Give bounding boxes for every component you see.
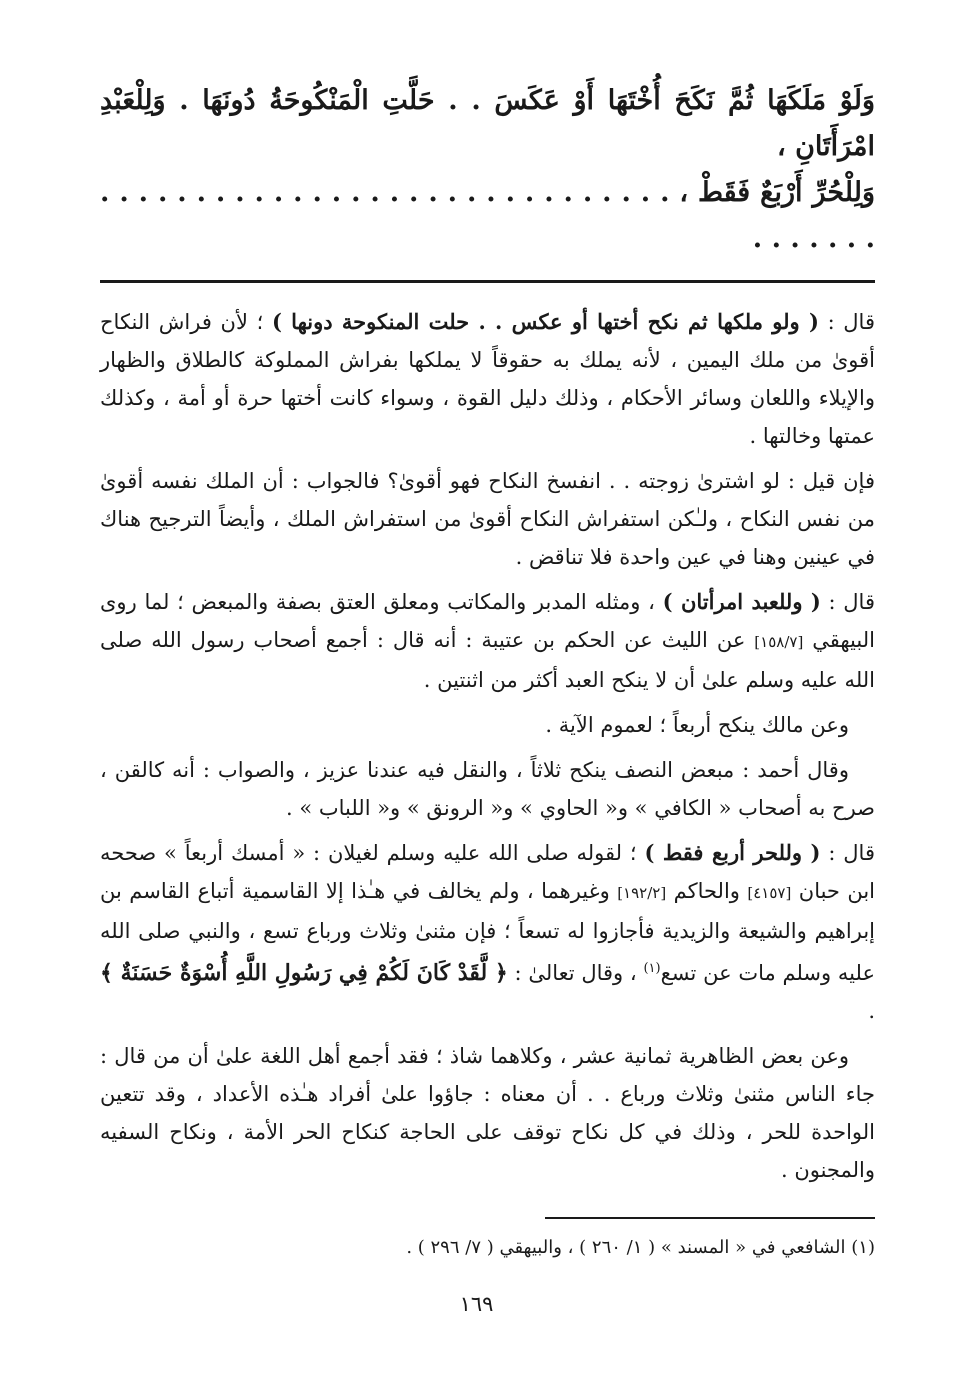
footnote <box>100 1233 875 1263</box>
paragraph-6 <box>100 834 875 1030</box>
paragraph-3 <box>100 583 875 699</box>
paragraph-1 <box>100 303 875 455</box>
para-6-text-a: ؛ لقوله صلى الله عليه وسلم لغيلان : « أمسك أربعاً » صححه ابن حبان <box>100 841 875 903</box>
footnote-text: الشافعي في « المسند » ( ١/ ٢٦٠ ) ، والبيهقي ( ٧/ ٢٩٦ ) . <box>406 1237 846 1258</box>
matn-dots: . . . . . . . . . . . . . . . . . . . . . . . . . . . . . . . . . . . . . <box>100 177 875 254</box>
para-6-quote: ( وللحر أربع فقط ) <box>644 840 821 865</box>
para-3-lead: قال : <box>828 590 875 614</box>
paragraph-7 <box>100 1037 875 1189</box>
para-6-end: . <box>868 999 875 1023</box>
para-6-reference-1: [٤١٥٧] <box>747 884 792 902</box>
para-5-text: وقال أحمد : مبعض النصف ينكح ثلاثاً ، والنقل فيه عندنا عزيز ، والصواب : أنه كالقن ، صرح به أصحاب « الكافي » و« الحاوي » و« الرونق » و« اللباب » . <box>100 758 875 820</box>
para-6-text-b: والحاكم <box>673 879 740 903</box>
para-1-quote: ( ولو ملكها ثم نكح أختها أو عكس . . حلت المنكوحة دونها ) <box>271 309 819 334</box>
paragraph-5 <box>100 751 875 827</box>
para-3-text-b: عن الليث عن الحكم بن عتيبة : أنه قال : أجمع أصحاب رسول الله صلى الله عليه وسلم علىٰ أن لا ينكح العبد أكثر من اثنتين . <box>100 628 875 692</box>
page-number: ١٦٩ <box>459 1292 494 1316</box>
commentary <box>100 303 875 1189</box>
matn-separator <box>100 280 875 283</box>
page-body <box>100 78 875 1263</box>
footnote-marker[interactable]: (١) <box>643 961 661 976</box>
para-4-text: وعن مالك ينكح أربعاً ؛ لعموم الآية . <box>545 713 849 737</box>
paragraph-4 <box>100 706 875 744</box>
footnote-separator <box>545 1217 875 1219</box>
matn-text <box>100 78 875 262</box>
para-2-text: فإن قيل : لو اشترىٰ زوجته . . انفسخ النكاح فهو أقوىٰ؟ فالجواب : أن الملك نفسه أقوىٰ من نفس النكاح ، ولـٰكن استفراش النكاح أقوىٰ من استفراش الملك ، وأيضاً الترجيح هناك في عينين وهنا في عين واحدة فلا تناقض . <box>100 469 875 569</box>
para-1-text: ؛ لأن فراش النكاح أقوىٰ من ملك اليمين ، لأنه يملك به حقوقاً لا يملكها بفراش المملوكة كالطلاق والظهار والإيلاء واللعان وسائر الأحكام ، وذلك دليل القوة ، وسواء كانت أختها حرة أو أمة ، وكذلك عمتها وخالتها . <box>100 310 875 448</box>
para-6-reference-2: [١٩٢/٢] <box>617 884 667 902</box>
footnote-mark: (١) <box>851 1237 875 1258</box>
para-6-text-c: وغيرهما ، ولم يخالف في هـٰذا إلا القاسمية أتباع القاسم بن إبراهيم والشيعة والزيدية فأجازوا له تسعاً ؛ فإن مثنىٰ وثلاث ورباع تسع ، والنبي صلى الله عليه وسلم مات عن تسع <box>100 879 875 985</box>
para-1-lead: قال : <box>827 310 875 334</box>
para-6-text-d: ، وقال تعالىٰ : <box>514 961 637 985</box>
matn-line-2 <box>100 170 875 262</box>
para-3-reference: [١٥٨/٧] <box>754 633 804 651</box>
matn-line-2-text: وَلِلْحُرِّ أَرْبَعٌ فَقَطْ ، <box>679 177 875 208</box>
para-7-text: وعن بعض الظاهرية ثمانية عشر ، وكلاهما شاذ ؛ فقد أجمع أهل اللغة علىٰ أن من قال : جاء الناس مثنىٰ وثلاث ورباع . . أن معناه : جاؤوا علىٰ أفراد هـٰذه الأعداد ، وقد تتعين الواحدة للحر ، وذلك في كل نكاح توقف على الحاجة كنكاح الحر الأمة ، ونكاح السفيه والمجنون . <box>100 1044 875 1182</box>
quran-verse: ﴿ لَّقَدْ كَانَ لَكُمْ فِي رَسُولِ اللَّهِ أُسْوَةٌ حَسَنَةٌ ﴾ <box>100 960 508 986</box>
para-6-lead: قال : <box>828 841 875 865</box>
para-3-text-a: ، ومثله المدبر والمكاتب ومعلق العتق بصفة والمبعض ؛ لما روى البيهقي <box>100 590 875 652</box>
matn-line-1: وَلَوْ مَلَكَهَا ثُمَّ نَكَحَ أُخْتَهَا أَوْ عَكَسَ . . حَلَّتِ الْمَنْكُوحَةُ دُونَهَا . وَلِلْعَبْدِ امْرَأَتَانِ ، <box>100 85 875 162</box>
paragraph-2 <box>100 462 875 576</box>
para-3-quote: ( وللعبد امرأتان ) <box>662 589 821 614</box>
